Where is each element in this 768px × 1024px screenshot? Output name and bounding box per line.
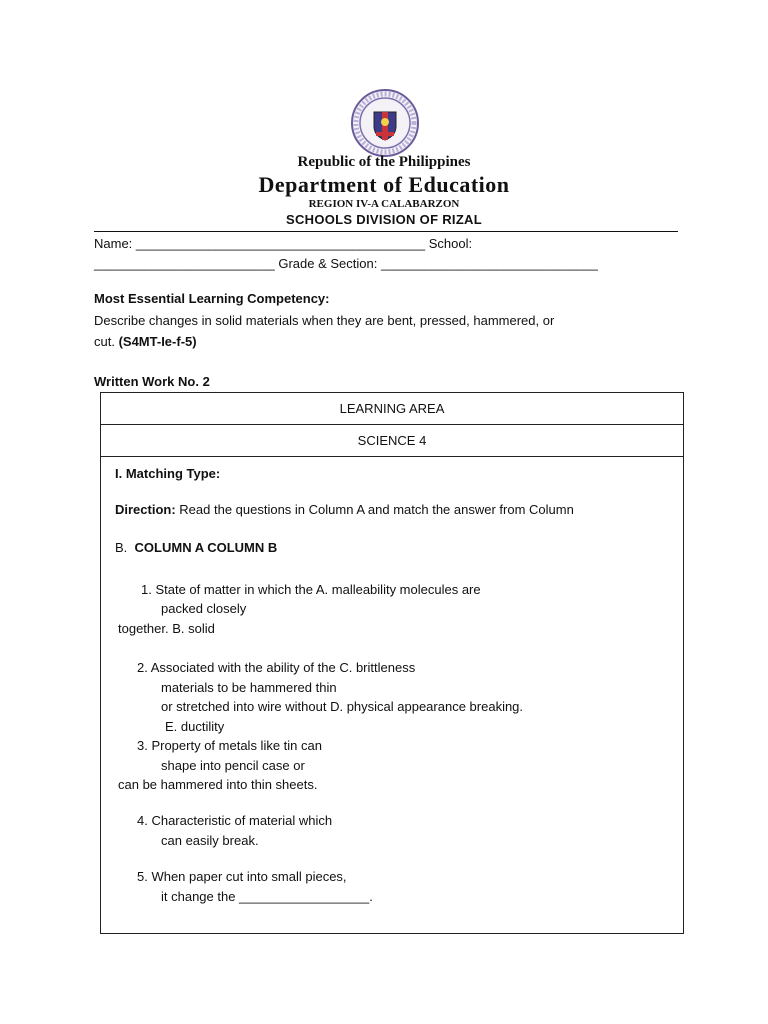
competency-text-line1: Describe changes in solid materials when they are bent, pressed, hammered, or [94,313,555,328]
learning-area-row [100,392,684,425]
name-school-line: Name: ________________________________________ School: [94,236,473,251]
header-divider [94,231,678,232]
question-line: 5. When paper cut into small pieces, [137,869,347,884]
republic-title: Republic of the Philippines [297,154,471,170]
department-title: Department of Education [258,172,510,197]
column-heading: COLUMN A COLUMN B [134,540,278,555]
section-title: I. Matching Type: [115,466,221,481]
question-line: 4. Characteristic of material which [137,813,333,828]
direction-label: Direction: [115,502,176,517]
question-line: materials to be hammered thin [161,680,337,695]
grade-section-line: _________________________ Grade & Section: ______________________________ [94,256,598,271]
question-line: 3. Property of metals like tin can [137,738,322,753]
direction-text: Read the questions in Column A and match the answer from Column [175,502,574,517]
question-line: E. ductility [165,719,225,734]
competency-code: (S4MT-Ie-f-5) [118,334,197,349]
question-line: shape into pencil case or [161,758,305,773]
matching-section [100,456,684,934]
question-line: 2. Associated with the ability of the C. brittleness [137,660,416,675]
subject-row [100,424,684,457]
competency-text-plain: cut. [94,334,119,349]
competency-text-line2 [94,334,197,349]
column-prefix: B. [115,540,128,555]
deped-seal-icon [350,88,420,158]
question-line: or stretched into wire without D. physical appearance breaking. [161,699,524,714]
competency-heading: Most Essential Learning Competency: [94,291,330,306]
region-title: REGION IV-A CALABARZON [308,198,460,210]
written-work-title: Written Work No. 2 [94,374,210,389]
question-line: can easily break. [161,833,259,848]
column-heading-line [115,540,277,555]
question-line: it change the __________________. [161,889,373,904]
subject-label: SCIENCE 4 [357,433,427,448]
question-line: together. B. solid [118,621,215,636]
question-line: 1. State of matter in which the A. malleability molecules are [141,582,481,597]
learning-area-label: LEARNING AREA [339,401,445,416]
division-title: SCHOOLS DIVISION OF RIZAL [285,212,482,227]
direction-line [115,502,574,517]
question-line: packed closely [161,601,247,616]
question-line: can be hammered into thin sheets. [118,777,318,792]
